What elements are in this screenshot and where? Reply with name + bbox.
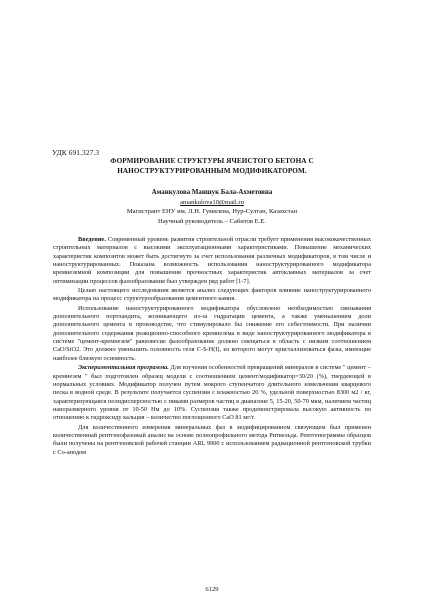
paragraph-introduction: [53, 236, 371, 286]
introduction-text: Современный уровень развития строительной отрасли требует применения высококачественных строительных материалов с высокими эксплуатационными характеристиками. Повышение механических характеристик композитов может быть достигнуто за счет использования различных модификаторов, в том числе и наноструктурированных. Показана возможность использования наноструктурированного модификатора кремнеземной композиции для повышения прочностных характеристик автоклавных материалов за счет оптимизации процессов фазообразования был утвержден ряд работ [1-7].: [53, 236, 371, 285]
author-email-link[interactable]: amankulova10@mail.ru: [180, 199, 244, 206]
article-title: [40, 157, 384, 176]
paragraph-experimental-program: [53, 364, 371, 422]
paragraph-xrd-analysis: Для количественного измерения минеральных фаз в модифицированном связующем был применен количественный рентгенофазовый анализ на основе полнопрофильного метода Ритвельда. Рентгенограммы образцов были получены на рентгеновской рабочей станции ARL 9900 с использованием радиационной рентгеновской трубки с Co-анодом: [53, 423, 371, 456]
scientific-advisor: Научный руководитель – Сабитов Е.Е.: [158, 218, 266, 225]
page-number: 6129: [205, 586, 219, 593]
article-title-line-2: НАНОСТРУКТУРИРОВАННЫМ МОДИФИКАТОРОМ.: [117, 166, 307, 175]
author-affiliation: Магистрант ЕНУ им. Л.Н. Гумилева, Нур-Султан, Казахстан: [126, 208, 298, 215]
experimental-program-heading: Экспериментальная программа.: [78, 364, 169, 372]
paragraph-goal: Целью настоящего исследования является анализ следующих факторов влияние наноструктурированного модификатора на процесс структурообразования цементного камня.: [53, 287, 371, 303]
article-title-line-1: ФОРМИРОВАНИЕ СТРУКТУРЫ ЯЧЕИСТОГО БЕТОНА С: [110, 157, 314, 165]
introduction-heading: Введение.: [78, 236, 106, 243]
paragraph-modifier-usage: Использование наноструктурированного модификатора обусловлено необходимостью связывания дополнительного портландита, возникающего из-за гидратации цемента, а также уменьшением доли дополнительного цемента в производстве, что стимулировало бы снижение его себестоимости. При наличии дополнительного содержания реакционно-способного кремнезема в виде наноструктурированного модификатора в системе "цемент-кремнезем" равновесие фазообразование должно смещаться в область с низким соотношением CaO/SiO2. Это должно уменьшить основность геля C-S-H(I), из которого могут кристаллизоваться фазы, имеющие наиболее близкую основность.: [53, 304, 371, 362]
experimental-program-text: Для изучения особенностей превращений минералов в системе " цемент – кремнезем " был подготовлен образец модели с соотношением цемент/модификатор=30/20 (%), твердеющей в нормальных условиях. Модификатор получен путем мокрого ступенчатого длительного измельчения кварцевого песка в водной среде. В результате получается суспензия с влажностью 20 %, удельной поверхностью 8300 м2 / кг, характеризующаяся полидисперсностью с пиками размеров частиц в диапазоне 5, 15-20, 50-70 мкм, наличием частиц наноразмерного уровня от 10-50 Нм до 10%. Суспензия также продемонстрировала высокую активность по отношению к гидроксиду кальция – количество поглощенного CaO 81 мг/г.: [53, 364, 371, 422]
article-body: [53, 236, 371, 457]
udc-code: УДК 691.327.3: [52, 148, 100, 157]
author-name: Аманкулова Маншук Бала-Ахметовна: [151, 189, 273, 196]
